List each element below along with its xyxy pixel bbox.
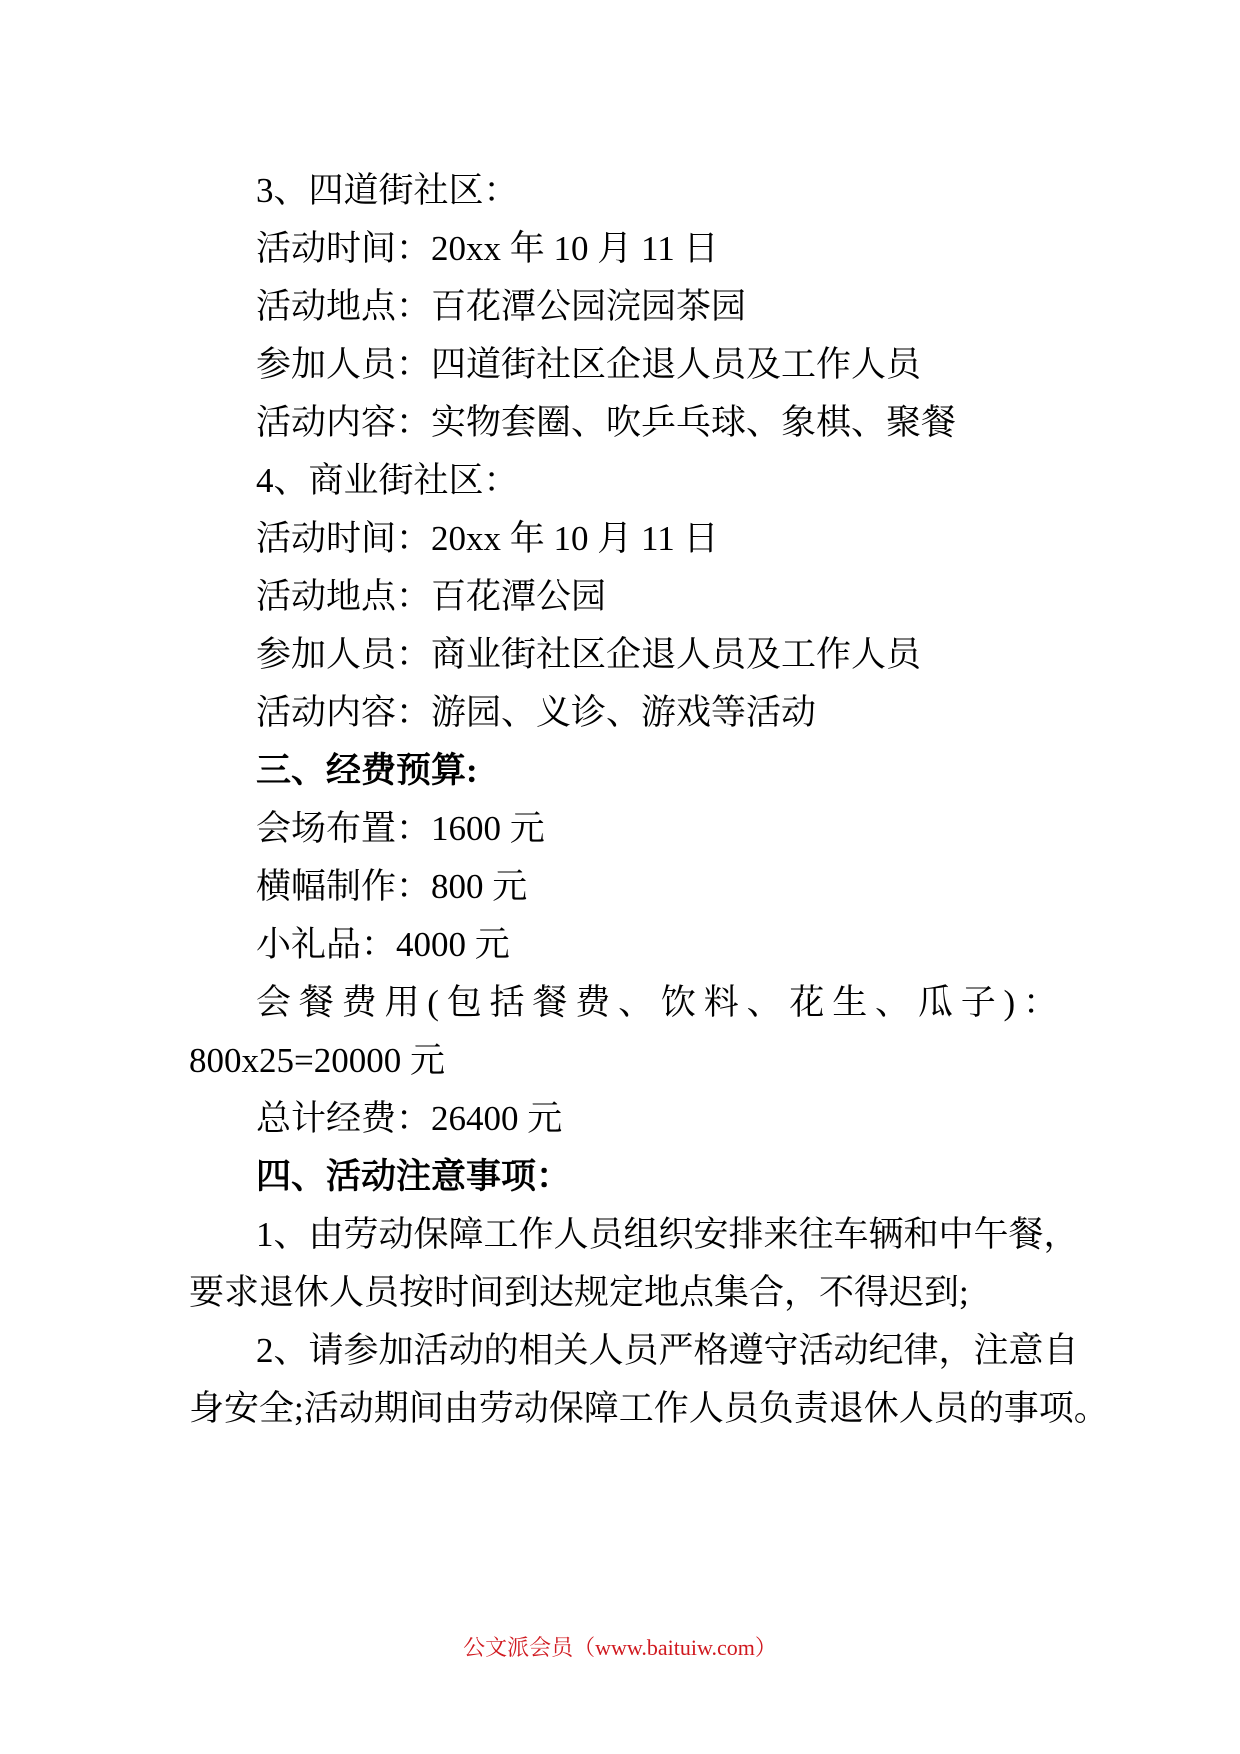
note-2-line-1: 2、请参加活动的相关人员严格遵守活动纪律，注意自 (256, 1331, 1079, 1370)
footer-watermark: 公文派会员（www.baituiw.com） (463, 1635, 777, 1660)
section-notes-heading: 四、活动注意事项： (256, 1157, 572, 1196)
activity-location-line: 活动地点：百花潭公园 (256, 577, 607, 616)
budget-meal-calculation-line: 800x25=20000 元 (189, 1041, 445, 1080)
activity-location-line: 活动地点：百花潭公园浣园茶园 (256, 287, 747, 326)
note-1-line-2: 要求退休人员按时间到达规定地点集合，不得迟到; (189, 1273, 969, 1312)
note-2-line-2: 身安全;活动期间由劳动保障工作人员负责退休人员的事项。 (189, 1389, 1109, 1428)
activity-content-line: 活动内容：游园、义诊、游戏等活动 (256, 693, 817, 732)
note-1-line-1: 1、由劳动保障工作人员组织安排来往车辆和中午餐， (256, 1215, 1079, 1254)
section-budget-heading: 三、经费预算: (256, 751, 478, 790)
budget-gifts-line: 小礼品：4000 元 (256, 925, 510, 964)
budget-total-line: 总计经费：26400 元 (256, 1099, 563, 1138)
community-4-heading: 4、商业街社区： (256, 461, 519, 500)
budget-banner-line: 横幅制作：800 元 (256, 867, 528, 906)
participants-line: 参加人员：商业街社区企退人员及工作人员 (256, 635, 922, 674)
budget-venue-line: 会场布置：1600 元 (256, 809, 545, 848)
community-3-heading: 3、四道街社区： (256, 171, 519, 210)
activity-time-line: 活动时间：20xx 年 10 月 11 日 (256, 519, 719, 558)
budget-meal-line: 会餐费用(包括餐费、饮料、花生、瓜子)： (256, 983, 1058, 1022)
activity-content-line: 活动内容：实物套圈、吹乒乓球、象棋、聚餐 (256, 403, 957, 442)
activity-time-line: 活动时间：20xx 年 10 月 11 日 (256, 229, 719, 268)
participants-line: 参加人员：四道街社区企退人员及工作人员 (256, 345, 922, 384)
